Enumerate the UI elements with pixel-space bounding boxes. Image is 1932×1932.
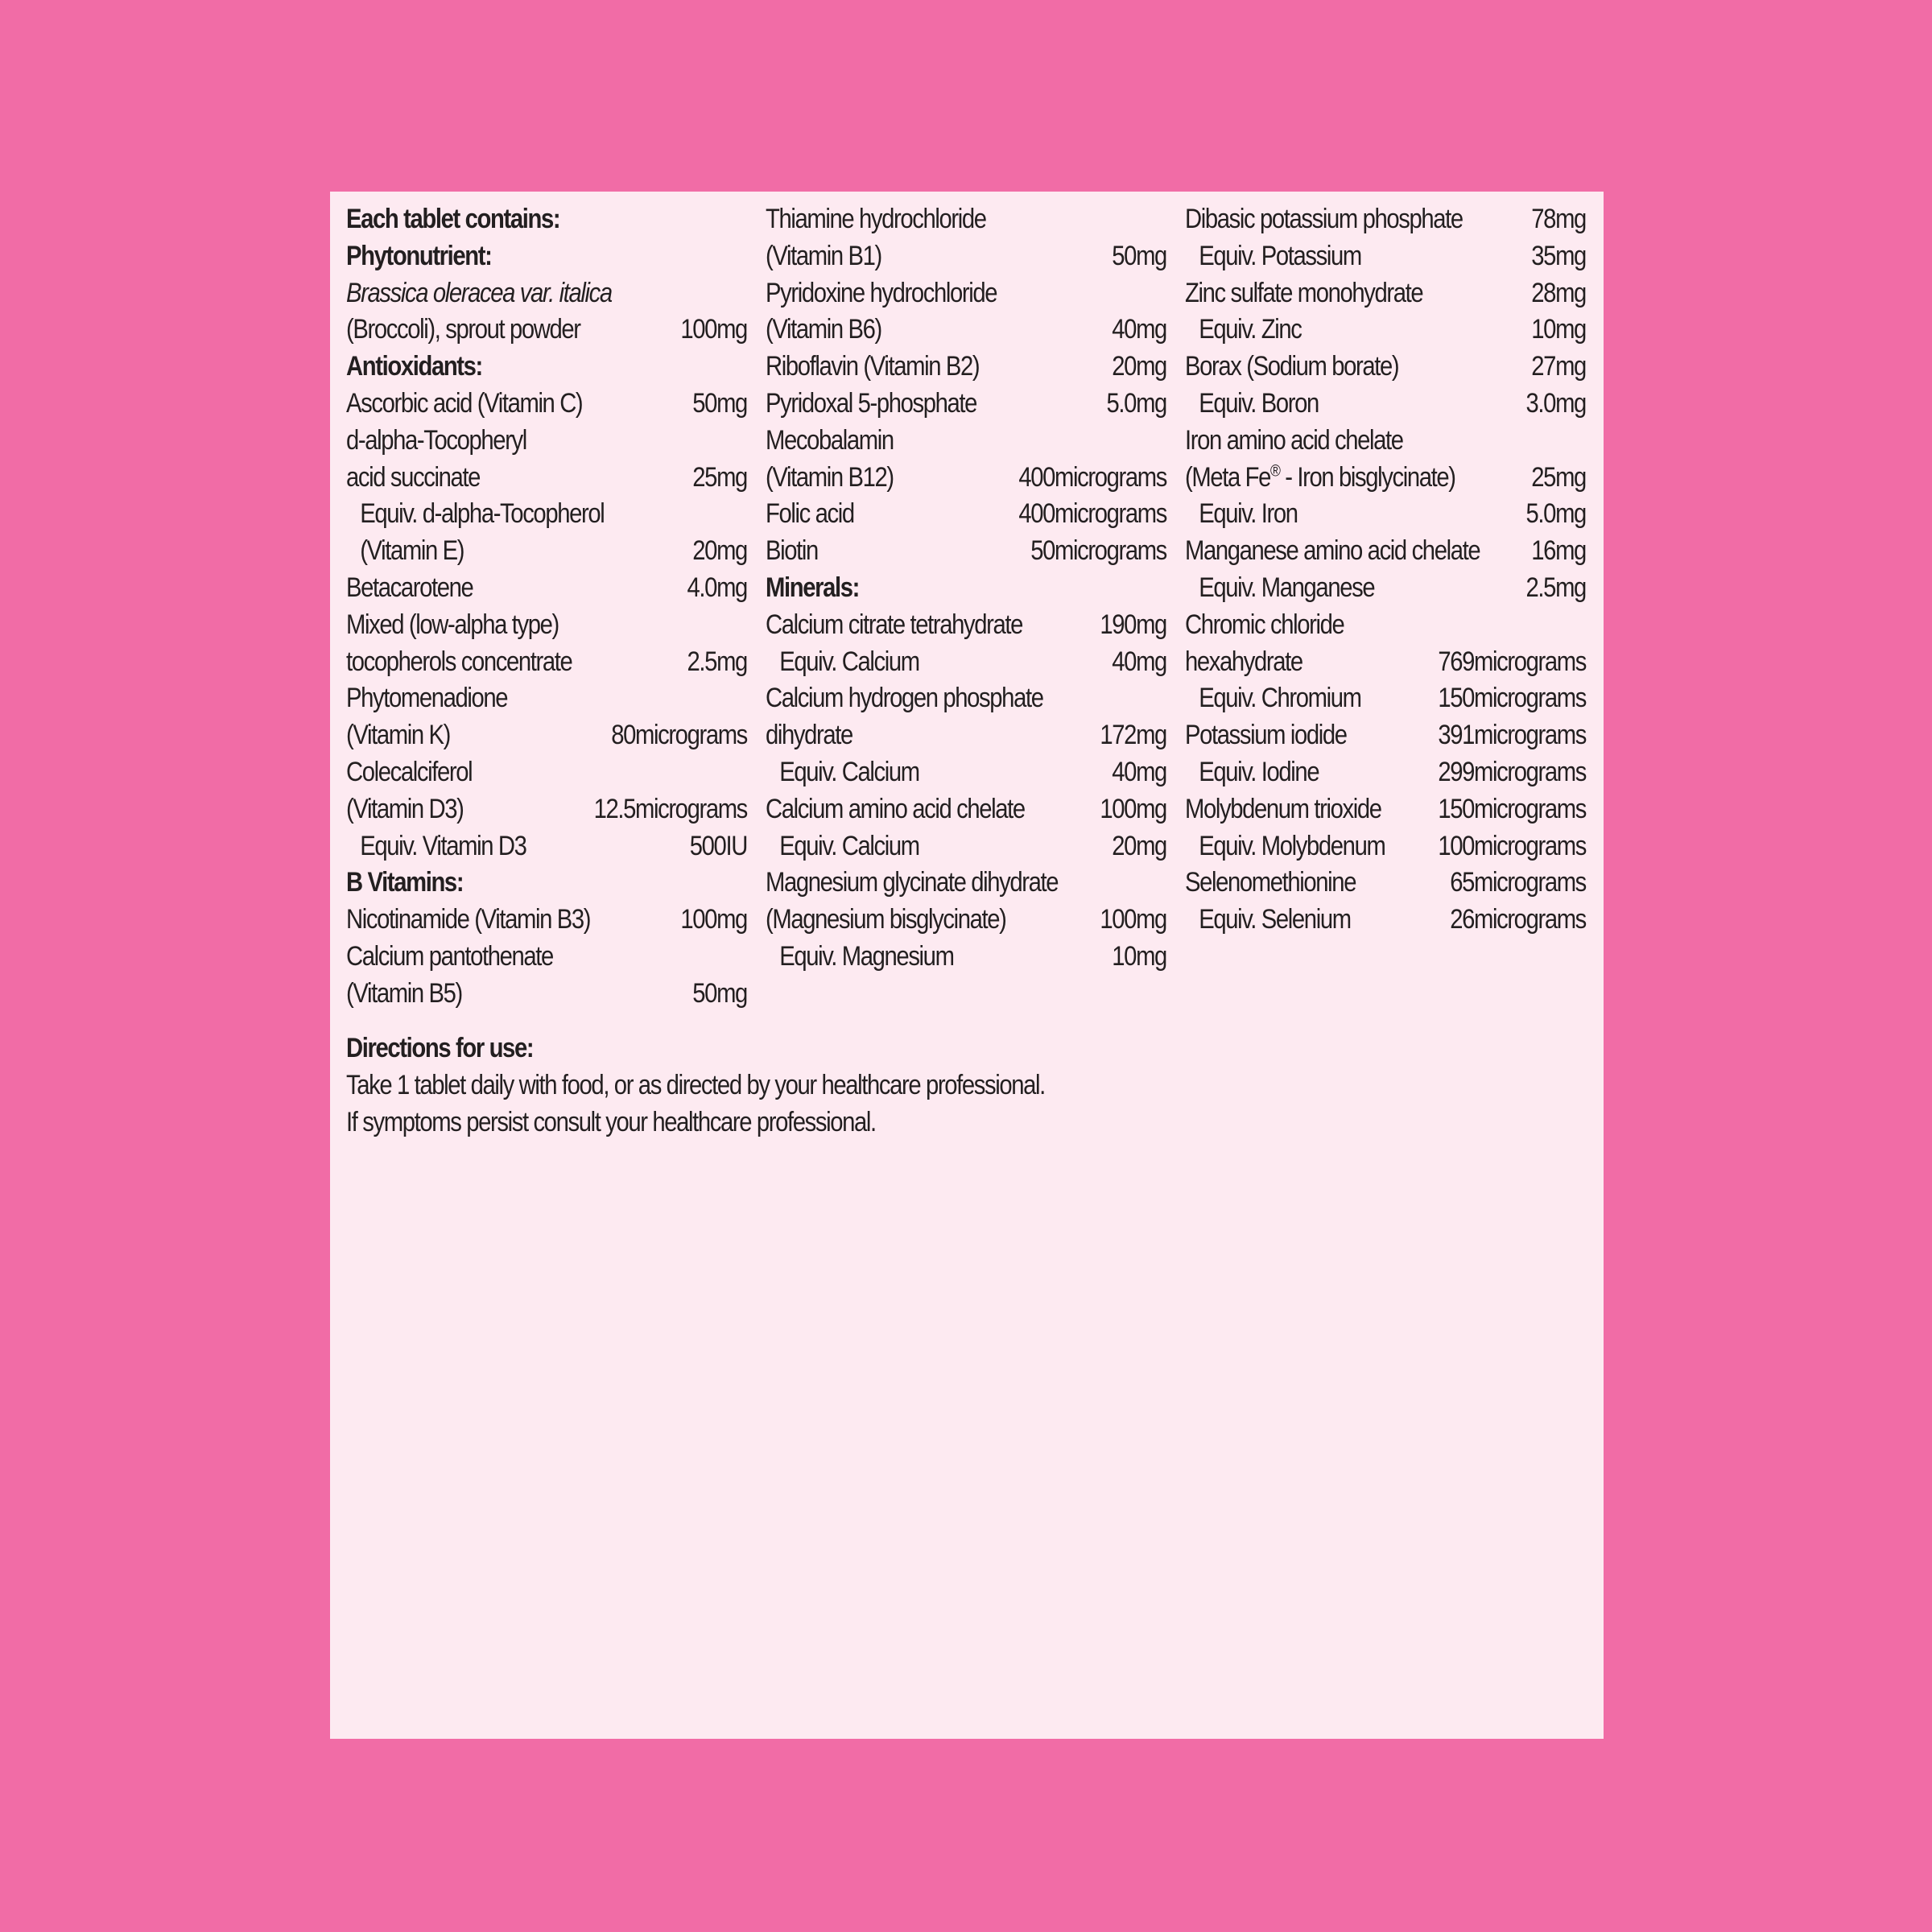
ingredient-row	[1185, 791, 1586, 828]
ingredient-name: Nicotinamide (Vitamin B3)	[346, 904, 591, 935]
ingredient-row	[346, 533, 747, 570]
ingredient-name: Phytomenadione	[346, 683, 508, 714]
ingredient-amount: 28mg	[1531, 277, 1586, 308]
ingredient-row	[766, 201, 1166, 238]
ingredient-row	[766, 423, 1166, 460]
ingredient-row	[1185, 496, 1586, 533]
ingredient-row	[1185, 865, 1586, 902]
ingredient-name: Borax (Sodium borate)	[1185, 351, 1399, 382]
ingredient-row	[766, 828, 1166, 865]
directions-section	[346, 1030, 1045, 1141]
ingredient-name: Riboflavin (Vitamin B2)	[766, 351, 980, 382]
ingredient-row	[766, 644, 1166, 681]
ingredient-row	[766, 791, 1166, 828]
ingredient-amount: 172mg	[1100, 720, 1166, 751]
ingredient-name: Pyridoxal 5-phosphate	[766, 387, 977, 419]
ingredient-name: (Vitamin B12)	[766, 461, 894, 493]
section-heading: Antioxidants:	[346, 351, 482, 382]
ingredient-name: Brassica oleracea var. italica	[346, 277, 612, 308]
section-heading: Minerals:	[766, 572, 859, 603]
ingredient-row	[766, 754, 1166, 791]
ingredient-amount: 150micrograms	[1438, 793, 1586, 824]
ingredient-row	[1185, 717, 1586, 754]
ingredient-name: Magnesium glycinate dihydrate	[766, 867, 1059, 898]
ingredient-name: (Vitamin D3)	[346, 793, 464, 824]
ingredient-row	[766, 902, 1166, 939]
ingredient-name: (Meta Fe® - Iron bisglycinate)	[1185, 461, 1455, 493]
ingredient-row	[346, 312, 747, 349]
ingredient-row	[346, 275, 747, 312]
ingredient-name: Chromic chloride	[1185, 609, 1344, 640]
ingredient-amount: 40mg	[1112, 646, 1166, 677]
ingredient-name: Calcium pantothenate	[346, 940, 553, 972]
ingredient-name: acid succinate	[346, 461, 481, 493]
ingredient-name: Ascorbic acid (Vitamin C)	[346, 387, 583, 419]
ingredient-name: Equiv. Iodine	[1199, 756, 1319, 787]
ingredient-row	[1185, 312, 1586, 349]
ingredient-row	[346, 680, 747, 717]
directions-line: Take 1 tablet daily with food, or as directed by your healthcare professional.	[346, 1069, 1045, 1100]
ingredient-name: Equiv. Selenium	[1199, 904, 1351, 935]
ingredient-amount: 50micrograms	[1030, 535, 1166, 567]
ingredient-name: tocopherols concentrate	[346, 646, 572, 677]
ingredient-name: Equiv. Calcium	[779, 830, 919, 861]
ingredient-name: Potassium iodide	[1185, 720, 1347, 751]
ingredient-name: Equiv. Zinc	[1199, 314, 1302, 345]
ingredient-row	[766, 865, 1166, 902]
ingredient-name: Selenomethionine	[1185, 867, 1356, 898]
ingredient-amount: 10mg	[1531, 314, 1586, 345]
ingredient-amount: 20mg	[1112, 830, 1166, 861]
ingredient-amount: 5.0mg	[1525, 498, 1586, 530]
ingredient-name: dihydrate	[766, 720, 852, 751]
ingredient-name: (Vitamin B1)	[766, 240, 881, 271]
ingredient-amount: 50mg	[1112, 240, 1166, 271]
ingredient-amount: 100mg	[1100, 793, 1166, 824]
ingredient-amount: 769micrograms	[1438, 646, 1586, 677]
ingredient-name: Equiv. Vitamin D3	[360, 830, 526, 861]
ingredient-row	[346, 496, 747, 533]
ingredient-amount: 25mg	[1531, 461, 1586, 493]
ingredient-row	[766, 533, 1166, 570]
ingredient-amount: 400micrograms	[1018, 498, 1166, 530]
ingredient-amount: 78mg	[1531, 204, 1586, 234]
ingredient-amount: 40mg	[1112, 314, 1166, 345]
ingredient-row	[346, 976, 747, 1013]
ingredient-amount: 3.0mg	[1525, 387, 1586, 419]
ingredient-name: Colecalciferol	[346, 756, 473, 787]
ingredient-row	[346, 754, 747, 791]
ingredient-row	[766, 238, 1166, 275]
ingredient-row	[1185, 644, 1586, 681]
ingredient-name: Calcium citrate tetrahydrate	[766, 609, 1022, 640]
ingredient-amount: 12.5micrograms	[593, 793, 747, 824]
ingredient-name: Equiv. Manganese	[1199, 572, 1375, 603]
ingredient-row	[1185, 238, 1586, 275]
ingredient-amount: 80micrograms	[611, 720, 747, 751]
ingredient-name: Equiv. Potassium	[1199, 240, 1361, 271]
ingredient-row	[1185, 607, 1586, 644]
ingredient-row	[766, 275, 1166, 312]
ingredient-row	[346, 570, 747, 607]
ingredient-name: (Vitamin B5)	[346, 977, 462, 1009]
ingredient-row	[346, 828, 747, 865]
ingredient-amount: 35mg	[1531, 240, 1586, 271]
ingredient-amount: 2.5mg	[1525, 572, 1586, 603]
ingredient-amount: 20mg	[692, 535, 747, 567]
ingredient-name: Calcium amino acid chelate	[766, 793, 1025, 824]
ingredient-row	[1185, 680, 1586, 717]
ingredient-name: Equiv. Molybdenum	[1199, 830, 1385, 861]
ingredient-amount: 40mg	[1112, 756, 1166, 787]
ingredient-amount: 10mg	[1112, 940, 1166, 972]
ingredient-amount: 16mg	[1531, 535, 1586, 567]
ingredient-amount: 100mg	[680, 314, 747, 345]
ingredient-row	[766, 349, 1166, 386]
ingredient-name: Equiv. Calcium	[779, 756, 919, 787]
ingredient-name: (Vitamin E)	[360, 535, 464, 567]
ingredient-row	[1185, 386, 1586, 423]
directions-line: If symptoms persist consult your healthcare professional.	[346, 1106, 876, 1137]
ingredient-amount: 391micrograms	[1438, 720, 1586, 751]
ingredient-row	[346, 423, 747, 460]
section-heading: Each tablet contains:	[346, 204, 560, 234]
ingredient-row	[346, 717, 747, 754]
ingredient-name: Thiamine hydrochloride	[766, 204, 986, 234]
ingredient-row	[1185, 902, 1586, 939]
ingredient-name: Biotin	[766, 535, 818, 567]
ingredient-row	[1185, 570, 1586, 607]
supplement-label-panel	[330, 192, 1604, 1739]
ingredient-name: Zinc sulfate monohydrate	[1185, 277, 1423, 308]
ingredient-amount: 2.5mg	[687, 646, 747, 677]
ingredient-name: Dibasic potassium phosphate	[1185, 204, 1463, 234]
ingredient-name: Pyridoxine hydrochloride	[766, 277, 997, 308]
ingredient-amount: 100mg	[1100, 904, 1166, 935]
ingredient-name: Betacarotene	[346, 572, 473, 603]
ingredients-column-3	[1185, 201, 1586, 939]
ingredient-row	[766, 607, 1166, 644]
ingredient-amount: 26micrograms	[1450, 904, 1586, 935]
ingredient-name: Equiv. Iron	[1199, 498, 1298, 530]
ingredient-amount: 5.0mg	[1106, 387, 1166, 419]
ingredient-name: hexahydrate	[1185, 646, 1302, 677]
ingredient-name: (Vitamin B6)	[766, 314, 881, 345]
ingredient-name: Mecobalamin	[766, 424, 894, 456]
ingredients-column-1	[346, 201, 747, 1013]
ingredient-name: Molybdenum trioxide	[1185, 793, 1381, 824]
ingredient-row	[346, 460, 747, 497]
ingredient-amount: 50mg	[692, 977, 747, 1009]
ingredient-name: Calcium hydrogen phosphate	[766, 683, 1043, 714]
ingredient-row	[1185, 201, 1586, 238]
ingredient-amount: 4.0mg	[687, 572, 747, 603]
ingredient-amount: 65micrograms	[1450, 867, 1586, 898]
ingredient-name: Equiv. Boron	[1199, 387, 1319, 419]
ingredient-row	[1185, 423, 1586, 460]
ingredient-name: Iron amino acid chelate	[1185, 424, 1403, 456]
ingredient-name: Mixed (low-alpha type)	[346, 609, 559, 640]
ingredient-name: Manganese amino acid chelate	[1185, 535, 1480, 567]
ingredient-name: (Broccoli), sprout powder	[346, 314, 580, 345]
ingredient-row	[346, 791, 747, 828]
ingredient-row	[1185, 828, 1586, 865]
ingredient-row	[766, 680, 1166, 717]
ingredient-name: Equiv. d-alpha-Tocopherol	[360, 498, 605, 530]
ingredient-row	[1185, 349, 1586, 386]
ingredient-amount: 299micrograms	[1438, 756, 1586, 787]
ingredient-amount: 27mg	[1531, 351, 1586, 382]
section-heading: B Vitamins:	[346, 867, 464, 898]
ingredients-column-2	[766, 201, 1166, 976]
ingredient-name: Equiv. Magnesium	[779, 940, 954, 972]
directions-heading: Directions for use:	[346, 1033, 534, 1063]
ingredient-row	[346, 607, 747, 644]
ingredient-amount: 100mg	[680, 904, 747, 935]
ingredient-amount: 500IU	[689, 830, 747, 861]
ingredient-row	[346, 902, 747, 939]
section-heading: Phytonutrient:	[346, 240, 492, 271]
ingredient-row	[1185, 754, 1586, 791]
ingredient-amount: 50mg	[692, 387, 747, 419]
ingredient-amount: 190mg	[1100, 609, 1166, 640]
ingredient-name: Folic acid	[766, 498, 854, 530]
ingredient-row	[766, 939, 1166, 976]
ingredient-amount: 25mg	[692, 461, 747, 493]
ingredient-amount: 20mg	[1112, 351, 1166, 382]
ingredient-row	[346, 644, 747, 681]
ingredient-name: Equiv. Chromium	[1199, 683, 1361, 714]
ingredient-row	[766, 460, 1166, 497]
ingredient-row	[1185, 275, 1586, 312]
ingredient-row	[1185, 460, 1586, 497]
ingredient-name: Equiv. Calcium	[779, 646, 919, 677]
ingredient-name: (Magnesium bisglycinate)	[766, 904, 1006, 935]
ingredient-row	[766, 496, 1166, 533]
ingredient-amount: 400micrograms	[1018, 461, 1166, 493]
ingredient-row	[766, 717, 1166, 754]
ingredient-name: d-alpha-Tocopheryl	[346, 424, 526, 456]
ingredient-row	[346, 939, 747, 976]
ingredient-name: (Vitamin K)	[346, 720, 450, 751]
ingredient-amount: 150micrograms	[1438, 683, 1586, 714]
ingredient-amount: 100micrograms	[1438, 830, 1586, 861]
ingredient-row	[766, 312, 1166, 349]
ingredient-row	[346, 386, 747, 423]
ingredient-row	[766, 386, 1166, 423]
ingredient-row	[1185, 533, 1586, 570]
